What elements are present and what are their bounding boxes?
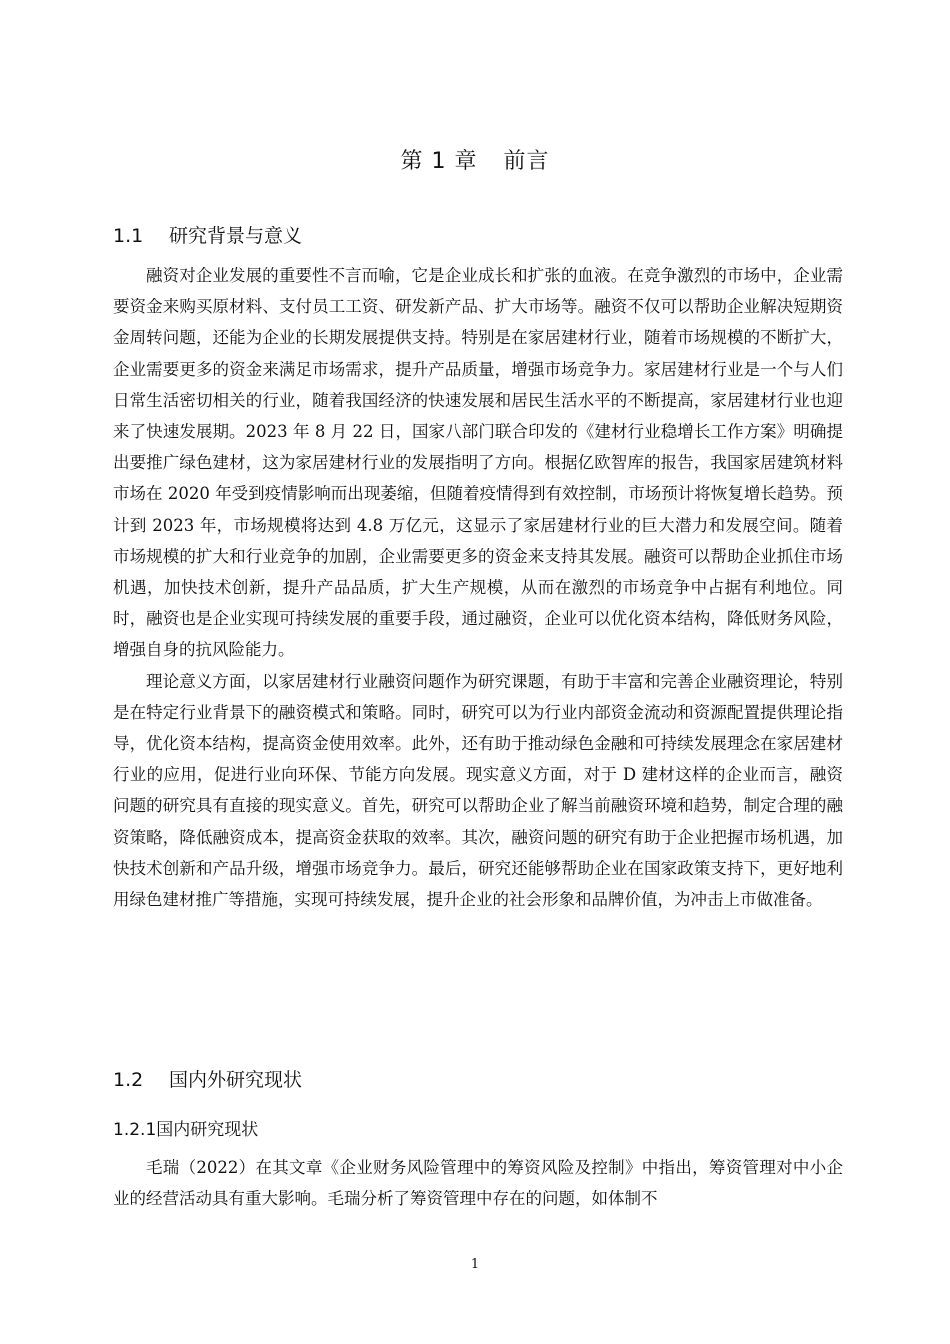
section-heading-1-1 <box>113 222 302 250</box>
section-heading-1-2 <box>113 1066 302 1094</box>
section-1-1-body <box>113 260 843 915</box>
subsection-1-2-1-body <box>113 1152 843 1214</box>
subsection-number: 1.2.1 <box>113 1120 157 1140</box>
subsection-title: 国内研究现状 <box>156 1120 259 1140</box>
paragraph: 毛瑞（2022）在其文章《企业财务风险管理中的筹资风险及控制》中指出，筹资管理对中小企业的经营活动具有重大影响。毛瑞分析了筹资管理中存在的问题，如体制不 <box>113 1158 843 1209</box>
section-title: 国内外研究现状 <box>169 1069 303 1091</box>
chapter-title <box>0 146 950 178</box>
chapter-name: 前言 <box>503 149 550 174</box>
section-title: 研究背景与意义 <box>169 225 303 247</box>
chapter-number: 第 1 章 <box>400 149 478 174</box>
paragraph: 融资对企业发展的重要性不言而喻，它是企业成长和扩张的血液。在竞争激烈的市场中，企业需要资金来购买原材料、支付员工工资、研发新产品、扩大市场等。融资不仅可以帮助企业解决短期资金周转问题，还能为企业的长期发展提供支持。特别是在家居建材行业，随着市场规模的不断扩大，企业需要更多的资金来满足市场需求，提升产品质量，增强市场竞争力。家居建材行业是一个与人们日常生活密切相关的行业，随着我国经济的快速发展和居民生活水平的不断提高，家居建材行业也迎来了快速发展期。2023 年 8 月 22 日，国家八部门联合印发的《建材行业稳增长工作方案》明确提出要推广绿色建材，这为家居建材行业的发展指明了方向。根据亿欧智库的报告，我国家居建筑材料市场在 2020 年受到疫情影响而出现萎缩，但随着疫情得到有效控制，市场预计将恢复增长趋势。预计到 2023 年，市场规模将达到 4.8 万亿元，这显示了家居建材行业的巨大潜力和发展空间。随着市场规模的扩大和行业竞争的加剧，企业需要更多的资金来支持其发展。融资可以帮助企业抓住市场机遇，加快技术创新，提升产品品质，扩大生产规模，从而在激烈的市场竞争中占据有利地位。同时，融资也是企业实现可持续发展的重要手段，通过融资，企业可以优化资本结构，降低财务风险，增强自身的抗风险能力。 <box>113 266 843 660</box>
section-number: 1.2 <box>113 1069 144 1091</box>
subsection-heading-1-2-1 <box>113 1117 258 1143</box>
paragraph: 理论意义方面，以家居建材行业融资问题作为研究课题，有助于丰富和完善企业融资理论，特别是在特定行业背景下的融资模式和策略。同时，研究可以为行业内部资金流动和资源配置提供理论指导，优化资本结构，提高资金使用效率。此外，还有助于推动绿色金融和可持续发展理念在家居建材行业的应用，促进行业向环保、节能方向发展。现实意义方面，对于 D 建材这样的企业而言，融资问题的研究具有直接的现实意义。首先，研究可以帮助企业了解当前融资环境和趋势，制定合理的融资策略，降低融资成本，提高资金获取的效率。其次，融资问题的研究有助于企业把握市场机遇，加快技术创新和产品升级，增强市场竞争力。最后，研究还能够帮助企业在国家政策支持下，更好地利用绿色建材推广等措施，实现可持续发展，提升企业的社会形象和品牌价值，为冲击上市做准备。 <box>113 671 843 910</box>
page-number: 1 <box>470 1257 480 1272</box>
section-number: 1.1 <box>113 225 144 247</box>
